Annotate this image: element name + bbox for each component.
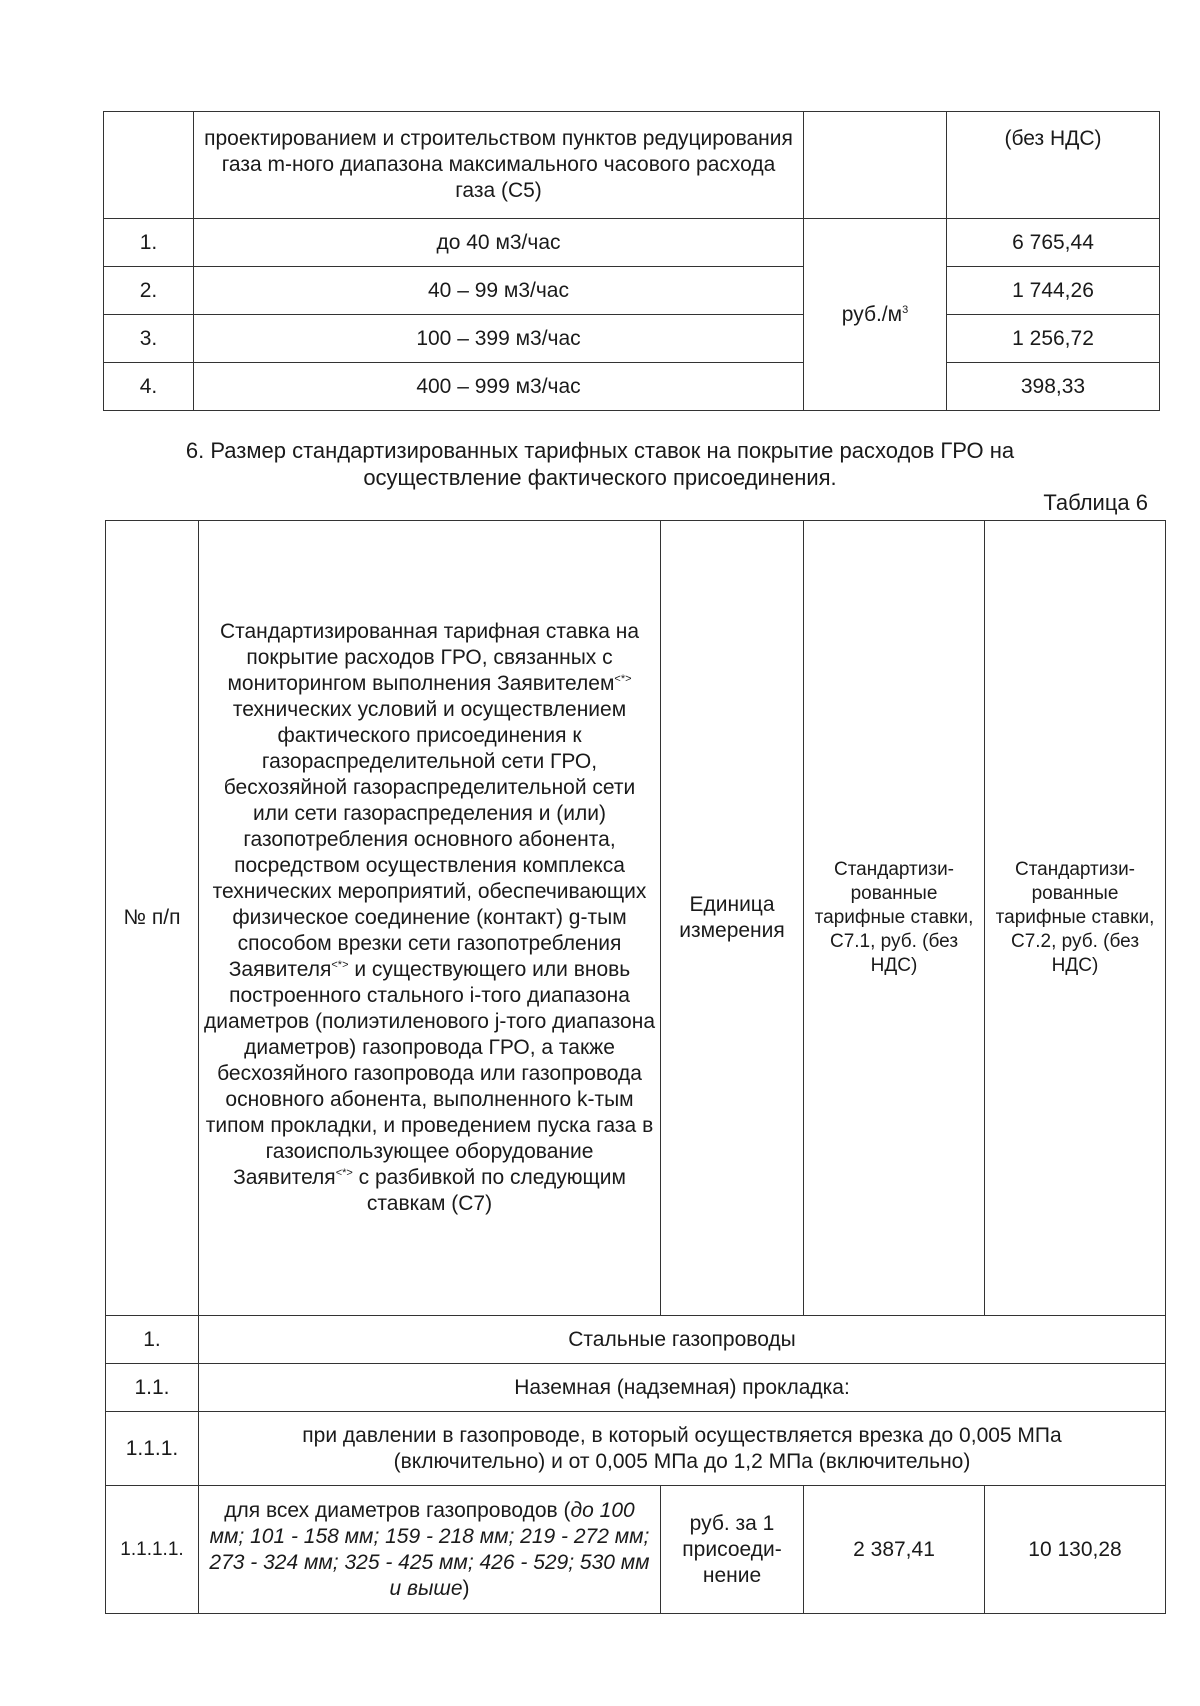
table-row xyxy=(104,315,1160,363)
section-heading: 6. Размер стандартизированных тарифных ставок на покрытие расходов ГРО на осуществление фактического присоединения. xyxy=(185,438,1015,490)
row-number: 3. xyxy=(104,315,194,363)
row-number: 2. xyxy=(104,267,194,315)
desc-diameters: до 100 мм; 101 - 158 мм; 159 - 218 мм; 219 - 272 мм; 273 - 324 мм; 325 - 425 мм; 426 - 529; 530 мм и выше xyxy=(209,1498,650,1600)
diameter-description xyxy=(199,1486,661,1614)
row-number: 1.1.1. xyxy=(106,1412,199,1486)
price-value: 6 765,44 xyxy=(947,219,1160,267)
table-row xyxy=(104,363,1160,411)
table6-header-row xyxy=(106,521,1166,1316)
row-number: 1.1.1.1. xyxy=(106,1486,199,1614)
table-row xyxy=(104,219,1160,267)
table-row xyxy=(104,267,1160,315)
section-title: при давлении в газопроводе, в который осуществляется врезка до 0,005 МПа (включительно) и от 0,005 МПа до 1,2 МПа (включительно) xyxy=(199,1412,1166,1486)
table5-header-price-note: (без НДС) xyxy=(947,112,1160,219)
header-desc-part3: и существующего или вновь построенного стального i-того диапазона диаметров (полиэтиленового j-того диапазона диаметров) газопровода ГРО, а также бесхозяйного газопровода или газопровода основного абонента, выполненного k-тым типом прокладки, и проведением пуска газа в газоиспользующее оборудование Заявителя xyxy=(204,958,655,1189)
c72-value: 10 130,28 xyxy=(985,1486,1166,1614)
flow-range: 100 – 399 м3/час xyxy=(194,315,804,363)
header-c72: Стандартизи-рованные тарифные ставки, С7.2, руб. (без НДС) xyxy=(985,521,1166,1316)
table-label: Таблица 6 xyxy=(1043,490,1148,515)
desc-suffix: ) xyxy=(462,1576,470,1600)
table-row xyxy=(106,1316,1166,1364)
unit-cell xyxy=(804,219,947,411)
table-row xyxy=(106,1364,1166,1412)
section-title: Стальные газопроводы xyxy=(199,1316,1166,1364)
c71-value: 2 387,41 xyxy=(804,1486,985,1614)
header-desc-part2: технических условий и осуществлением фактического присоединения к газораспределительной сети ГРО, бесхозяйной газораспределительной сети или сети газораспределения и (или) газопотребления основного абонента, посредством осуществления комплекса технических мероприятий, обеспечивающих физическое соединение (контакт) g-тым способом врезки сети газопотребления Заявителя xyxy=(212,698,647,981)
desc-prefix: для всех диаметров газопроводов ( xyxy=(224,1498,571,1522)
price-value: 1 256,72 xyxy=(947,315,1160,363)
footnote-mark: <*> xyxy=(335,1167,353,1179)
header-desc-part4: с разбивкой по следующим ставкам (С7) xyxy=(358,1166,626,1215)
unit-superscript: 3 xyxy=(902,303,909,316)
row-number: 1. xyxy=(106,1316,199,1364)
tariff-table-6 xyxy=(105,520,1166,1614)
table5-header-unit xyxy=(804,112,947,219)
unit-cell: руб. за 1 присоеди-нение xyxy=(661,1486,804,1614)
flow-range: 40 – 99 м3/час xyxy=(194,267,804,315)
table5-header-row xyxy=(104,112,1160,219)
table-row xyxy=(106,1412,1166,1486)
footnote-mark: <*> xyxy=(331,959,349,971)
footnote-mark: <*> xyxy=(614,673,632,685)
flow-range: 400 – 999 м3/час xyxy=(194,363,804,411)
table5-header-num xyxy=(104,112,194,219)
tariff-table-5 xyxy=(103,111,1160,411)
section-title: Наземная (надземная) прокладка: xyxy=(199,1364,1166,1412)
header-number: № п/п xyxy=(106,521,199,1316)
table5-header-description: проектированием и строительством пунктов редуцирования газа m-ного диапазона максимального часового расхода газа (С5) xyxy=(194,112,804,219)
unit-text: руб./м xyxy=(841,302,903,326)
flow-range: до 40 м3/час xyxy=(194,219,804,267)
price-value: 1 744,26 xyxy=(947,267,1160,315)
header-description xyxy=(199,521,661,1316)
row-number: 4. xyxy=(104,363,194,411)
price-value: 398,33 xyxy=(947,363,1160,411)
row-number: 1.1. xyxy=(106,1364,199,1412)
row-number: 1. xyxy=(104,219,194,267)
table-row xyxy=(106,1486,1166,1614)
header-c71: Стандартизи-рованные тарифные ставки, С7.1, руб. (без НДС) xyxy=(804,521,985,1316)
header-desc-part1: Стандартизированная тарифная ставка на покрытие расходов ГРО, связанных с мониторингом выполнения Заявителем xyxy=(219,620,640,695)
header-unit: Единица измерения xyxy=(661,521,804,1316)
